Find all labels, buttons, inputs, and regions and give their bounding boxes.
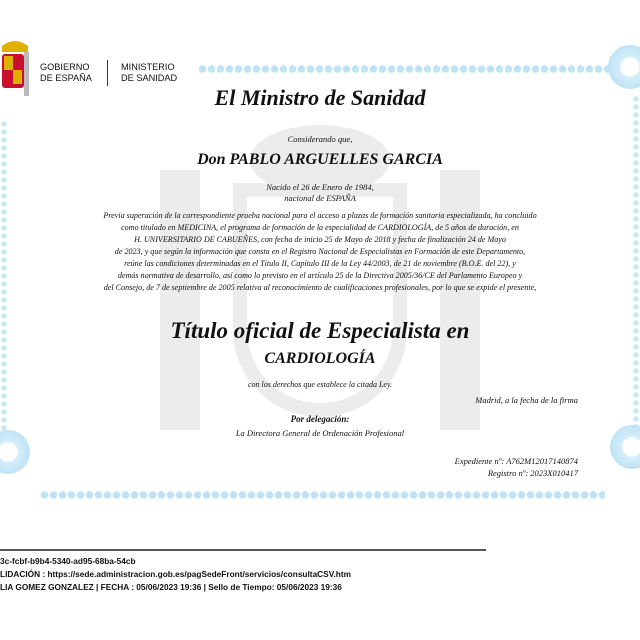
holder-name: Don PABLO ARGUELLES GARCIA bbox=[197, 151, 443, 168]
body-line: de 2023, y que según la información que consta en el Registro Nacional de Especialistas en Formación de este Departamento, bbox=[114, 247, 526, 256]
bottom-border bbox=[40, 490, 605, 500]
rights-text: con los derechos que establece la citada Ley. bbox=[247, 380, 393, 389]
body-line: del Consejo, de 7 de septiembre de 2005 relativa al reconocimiento de cualificaciones profesionales, por lo que se expide el presente, bbox=[103, 283, 537, 292]
body-line: como titulado en MEDICINA, el programa de formación de la especialidad de CARDIOLOGÍA, de 5 años de duración, en bbox=[121, 223, 519, 232]
signer-title: La Directora General de Ordenación Profesional bbox=[235, 428, 405, 438]
nationality: nacional de ESPAÑA bbox=[284, 193, 356, 203]
signature-info: LIA GOMEZ GONZALEZ | FECHA : 05/06/2023 19:36 | Sello de Tiempo: 05/06/2023 19:36 bbox=[0, 582, 342, 592]
delegation-label: Por delegación: bbox=[290, 414, 350, 424]
body-line: demás normativa de desarrollo, así como lo previsto en el artículo 25 de la Directiva 2005/36/CE del Parlamento Europeo y bbox=[117, 271, 523, 280]
body-line: reúne las condiciones determinadas en el Título II, Capítulo III de la Ley 44/2003, de 21 de noviembre (B.O.E. del 22), y bbox=[124, 259, 516, 268]
top-border bbox=[198, 64, 610, 74]
body-line: H. UNIVERSITARIO DE CABUEÑES, con fecha de inicio 25 de Mayo de 2018 y fecha de finalización 24 de Mayo bbox=[134, 235, 506, 244]
gov-line1: GOBIERNO bbox=[40, 62, 90, 72]
government-label bbox=[40, 62, 92, 84]
header-divider bbox=[107, 60, 108, 86]
footer-rule bbox=[0, 549, 486, 551]
record-numbers bbox=[455, 455, 578, 479]
body-paragraph bbox=[20, 210, 620, 294]
specialty: CARDIOLOGÍA bbox=[264, 350, 376, 367]
considering-text: Considerando que, bbox=[287, 134, 353, 144]
ministry-line2: DE SANIDAD bbox=[121, 73, 178, 83]
birth-date: Nacido el 26 de Enero de 1984, bbox=[266, 182, 374, 192]
place-date: Madrid, a la fecha de la firma bbox=[475, 395, 578, 405]
expediente-number: Expediente nº: A762M12017140874 bbox=[454, 456, 578, 466]
degree-title: Título oficial de Especialista en bbox=[170, 318, 470, 343]
ministry-line1: MINISTERIO bbox=[121, 62, 175, 72]
ministry-label bbox=[121, 62, 177, 84]
body-line: Previa superación de la correspondiente prueba nacional para el acceso a plazas de formación sanitaria especializada, ha concluido bbox=[103, 211, 537, 220]
validation-url[interactable]: LIDACIÓN : https://sede.administracion.gob.es/pagSedeFront/servicios/consultaCSV.htm bbox=[0, 569, 351, 579]
csv-code: 3c-fcbf-b9b4-5340-ad95-68ba-54cb bbox=[0, 556, 136, 566]
certificate-title: El Ministro de Sanidad bbox=[214, 85, 426, 110]
birth-info bbox=[0, 182, 640, 204]
registro-number: Registro nº: 2023X010417 bbox=[487, 468, 578, 478]
gov-line2: DE ESPAÑA bbox=[40, 73, 92, 83]
corner-rosette-top-right bbox=[608, 45, 640, 89]
